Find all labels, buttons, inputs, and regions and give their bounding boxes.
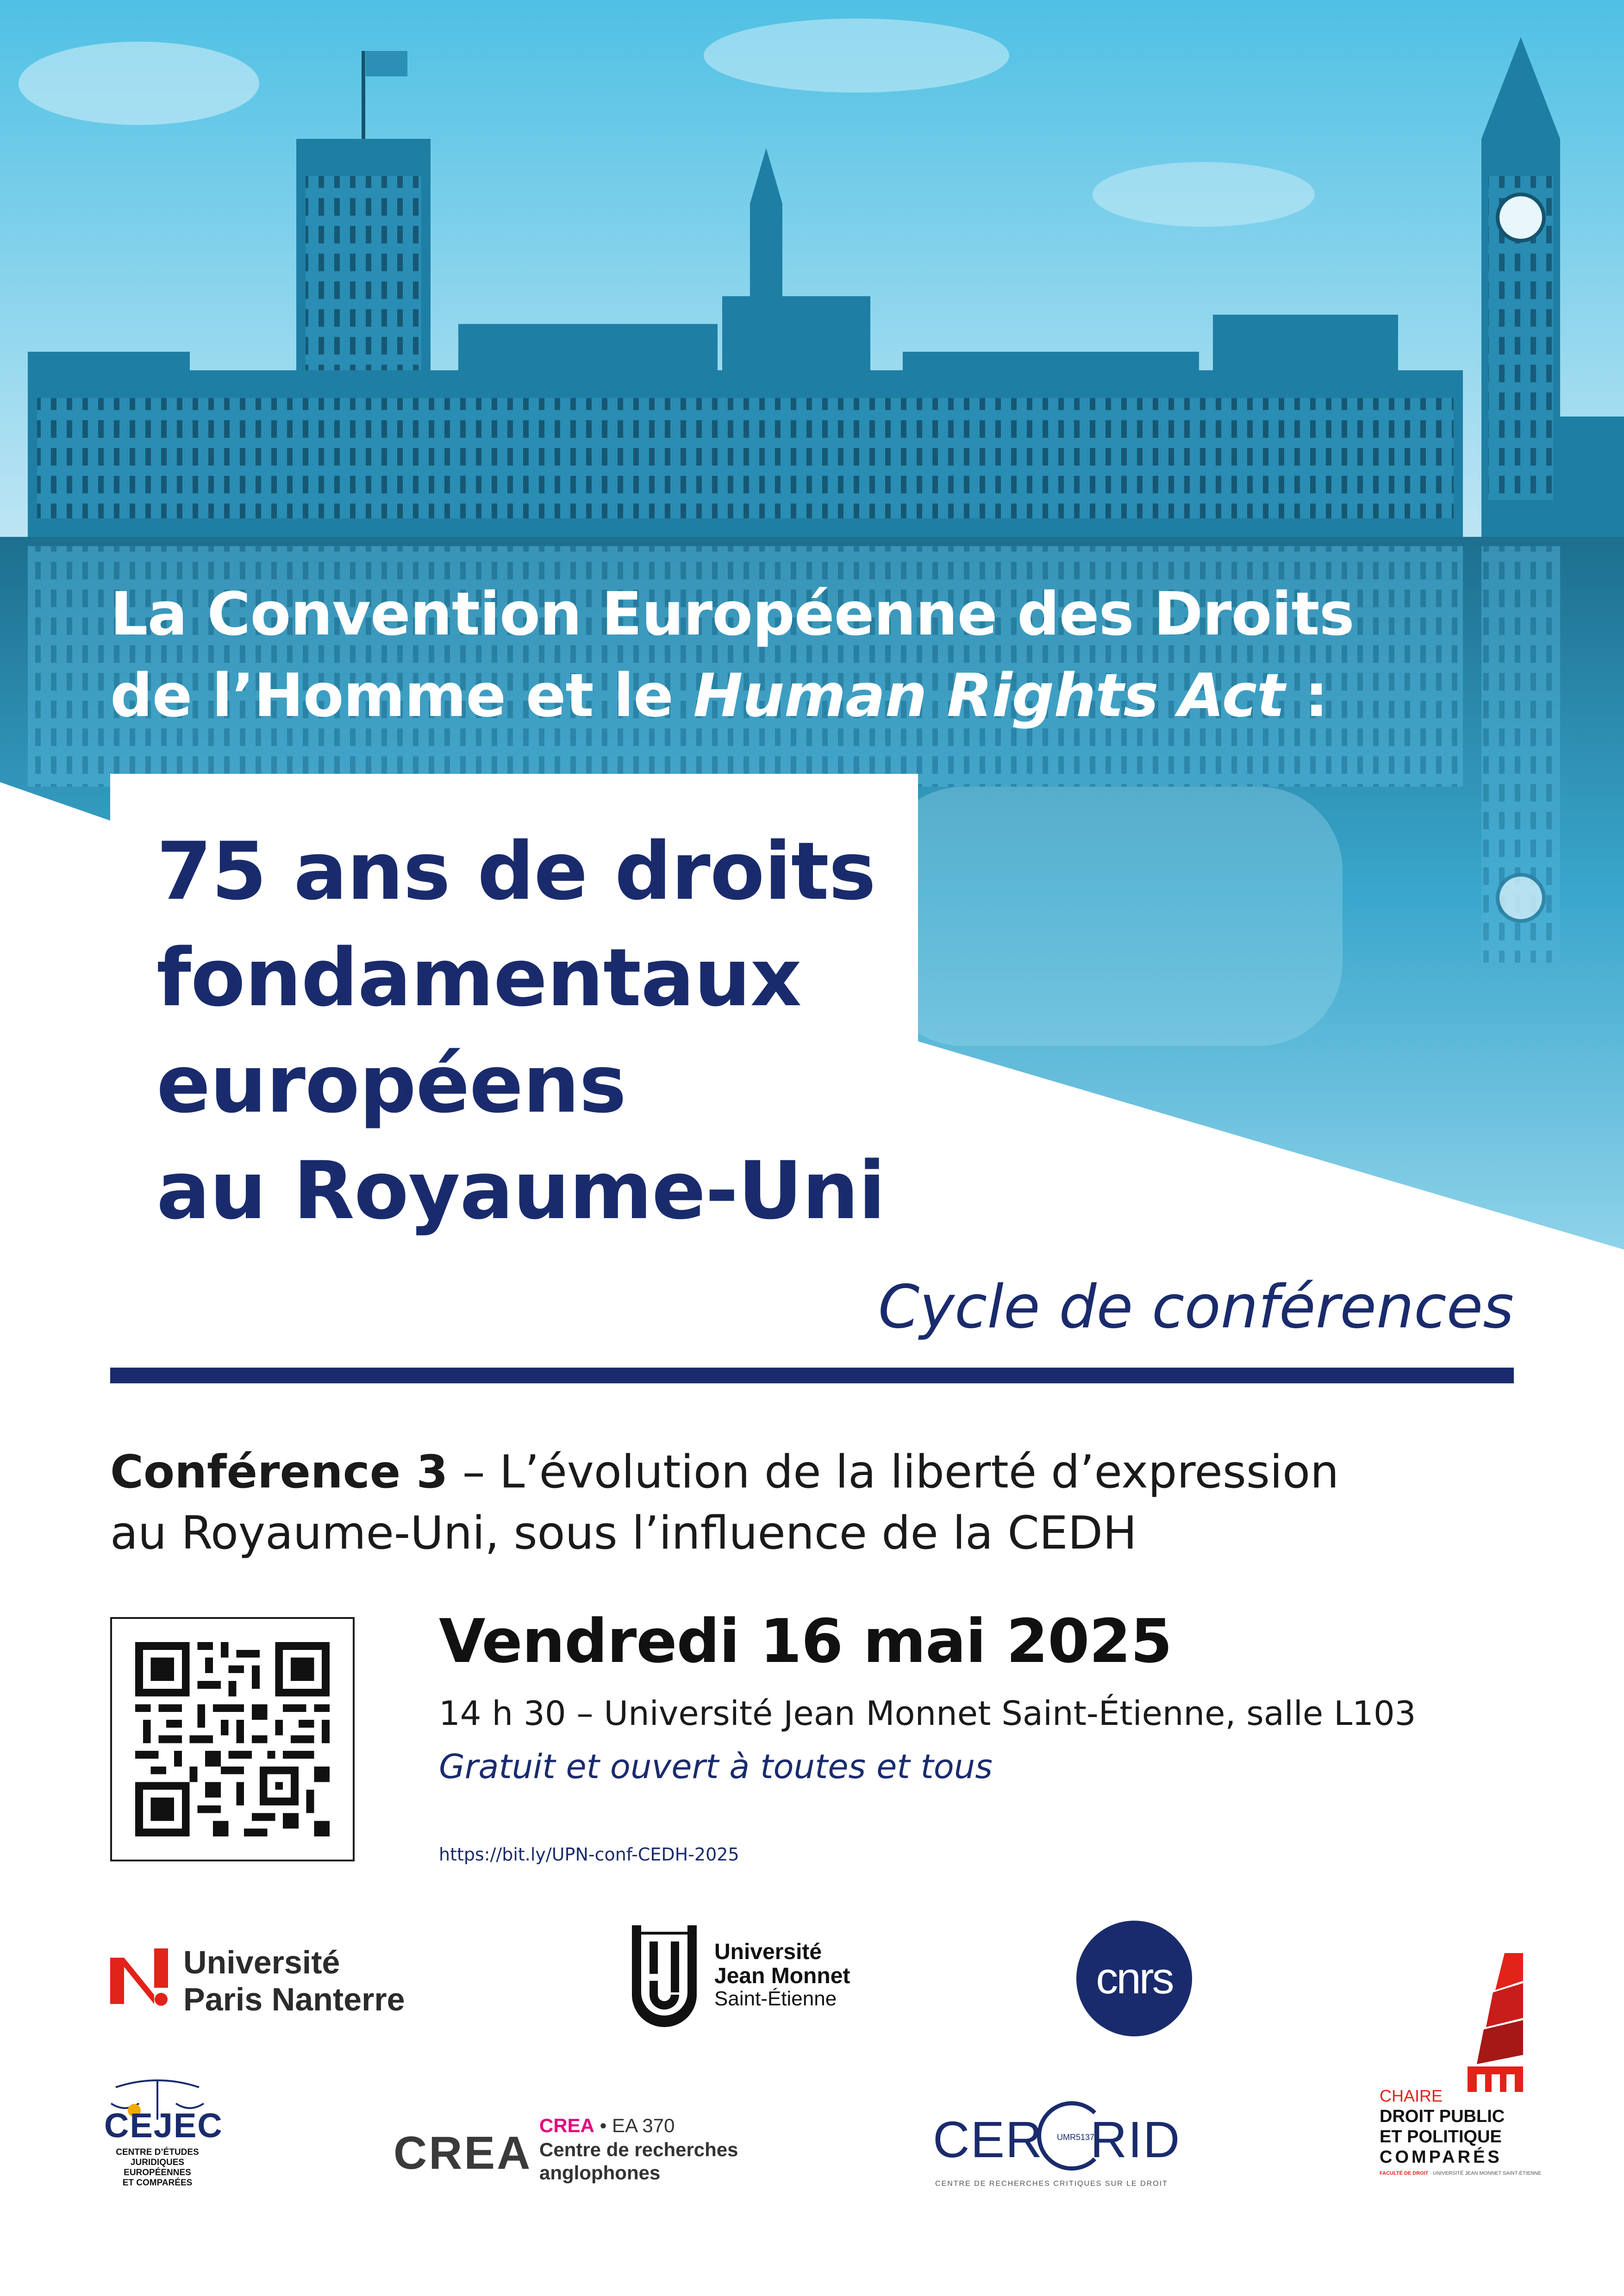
cercrid-left: CER: [933, 2111, 1043, 2168]
headline-line-2: de l’Homme et le Human Rights Act :: [110, 661, 1328, 730]
title-line-2: fondamentaux: [156, 931, 801, 1024]
logo-cejec: [104, 2078, 223, 2194]
cycle-subtitle: Cycle de conférences: [878, 1273, 1514, 1342]
logo-chaire-droit-public: [1377, 1953, 1562, 2184]
logo-universite-paris-nanterre: [110, 1944, 434, 2018]
crea-tag-code: • EA 370: [594, 2115, 675, 2136]
qr-code[interactable]: [110, 1617, 355, 1861]
crea-line-2: anglophones: [539, 2162, 661, 2184]
chaire-faculty-rest: · UNIVERSITÉ JEAN MONNET SAINT-ÉTIENNE: [1428, 2171, 1542, 2176]
title-line-1: 75 ans de droits: [156, 825, 876, 918]
cejec-title: CEJEC: [104, 2106, 223, 2145]
chaire-line-2: DROIT PUBLIC: [1380, 2107, 1505, 2126]
nanterre-line-2: Paris Nanterre: [183, 1981, 405, 2017]
crea-wordmark: CREA: [394, 2127, 532, 2179]
cejec-line-2: JURIDIQUES: [130, 2158, 185, 2167]
conference-label: Conférence 3: [110, 1446, 448, 1499]
event-access: Gratuit et ouvert à toutes et tous: [439, 1747, 993, 1786]
cejec-line-3: EUROPÉENNES: [124, 2168, 191, 2178]
event-date: Vendredi 16 mai 2025: [439, 1606, 1172, 1676]
chaire-line-1: CHAIRE: [1380, 2086, 1443, 2105]
title-line-4: au Royaume-Uni: [156, 1144, 885, 1237]
event-time-place: 14 h 30 – Université Jean Monnet Saint-Étienne, salle L103: [439, 1694, 1416, 1733]
nanterre-line-1: Université: [183, 1944, 340, 1980]
cejec-line-4: ET COMPARÉES: [122, 2178, 193, 2188]
registration-link[interactable]: https://bit.ly/UPN-conf-CEDH-2025: [439, 1844, 739, 1865]
chaire-line-3: ET POLITIQUE: [1380, 2127, 1502, 2147]
logo-cercrid: [933, 2092, 1192, 2194]
qr-code-icon: [135, 1642, 330, 1836]
divider-rule: [110, 1368, 1514, 1383]
headline-line-1: La Convention Européenne des Droits: [110, 580, 1354, 649]
cercrid-code: UMR5137: [1057, 2133, 1095, 2142]
cercrid-subtitle: CENTRE DE RECHERCHES CRITIQUES SUR LE DROIT: [935, 2180, 1168, 2188]
conference-description: [110, 1442, 1514, 1564]
ujm-line-2: Jean Monnet: [714, 1964, 850, 1988]
crea-tag-name: CREA: [539, 2115, 595, 2136]
logo-cnrs: [1076, 1921, 1192, 2036]
ujm-line-1: Université: [714, 1940, 822, 1964]
crea-tag: [539, 2115, 675, 2137]
ujm-emblem-icon: [627, 1925, 701, 2031]
chaire-faculty: [1380, 2171, 1541, 2176]
conference-title-line-1: – L’évolution de la liberté d’expression: [448, 1446, 1339, 1499]
chaire-faculty-red: FACULTÉ DE DROIT: [1380, 2171, 1429, 2176]
logo-universite-jean-monnet: [627, 1925, 914, 2036]
title-line-3: européens: [156, 1038, 626, 1131]
cercrid-right: RID: [1090, 2111, 1181, 2168]
logo-crea: [394, 2113, 764, 2187]
conference-title-line-2: au Royaume-Uni, sous l’influence de la CEDH: [110, 1507, 1137, 1560]
series-headline: [110, 574, 1360, 737]
nanterre-n-icon: [110, 1948, 175, 2013]
cejec-line-1: CENTRE D’ÉTUDES: [116, 2147, 199, 2157]
ujm-line-3: Saint-Étienne: [714, 1987, 837, 2010]
cnrs-wordmark: cnrs: [1096, 1954, 1173, 2003]
main-title: [156, 818, 943, 1244]
chaire-line-4: COMPARÉS: [1380, 2147, 1502, 2167]
crea-line-1: Centre de recherches: [539, 2139, 738, 2160]
chaire-tower-icon: [1468, 1953, 1523, 2092]
